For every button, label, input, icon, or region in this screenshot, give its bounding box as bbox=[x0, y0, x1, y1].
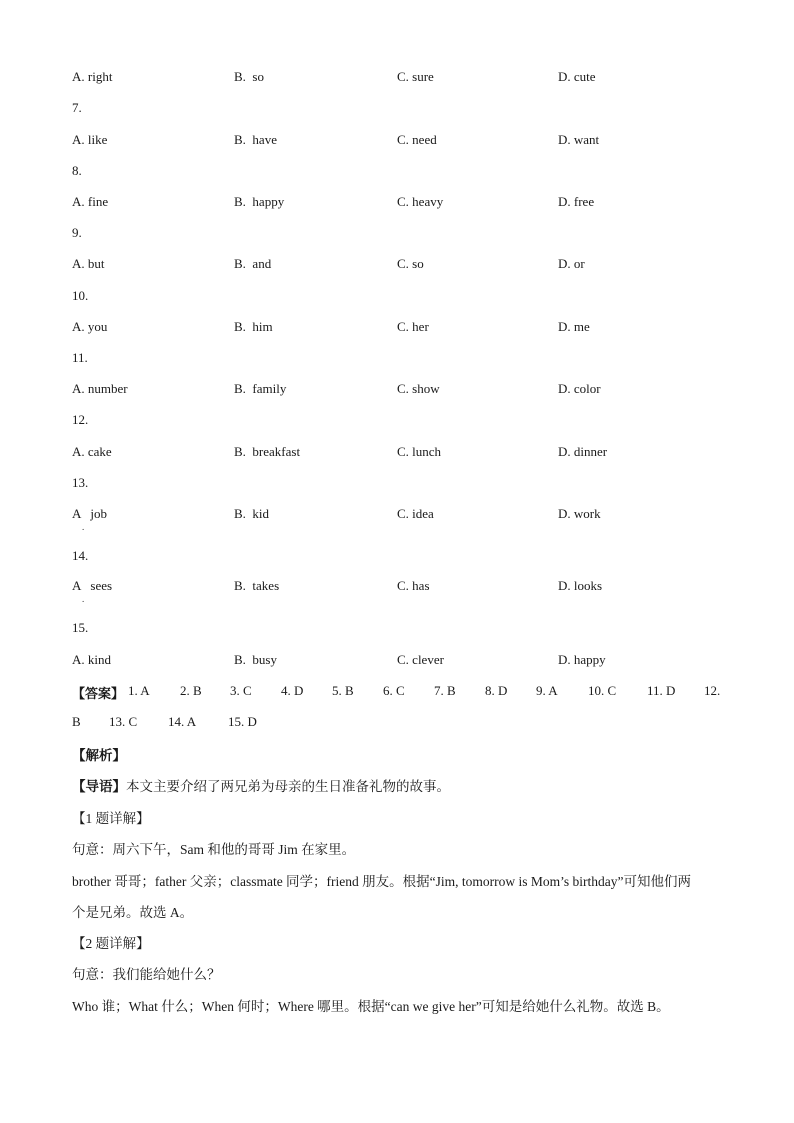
answer-item: 12. bbox=[704, 683, 721, 698]
option-c: C. need bbox=[397, 132, 437, 147]
option-c: C. so bbox=[397, 256, 424, 271]
option-b: B. happy bbox=[234, 194, 285, 209]
option-c: C. sure bbox=[397, 69, 434, 84]
option-b: B. have bbox=[234, 132, 277, 147]
option-c: C. clever bbox=[397, 652, 444, 667]
question-number: 11. bbox=[72, 350, 88, 365]
answer-item: 1. A bbox=[128, 683, 150, 698]
question-number: 8. bbox=[72, 163, 82, 178]
options-row-13 bbox=[0, 506, 794, 526]
question-number: 12. bbox=[72, 412, 89, 427]
q2-explanation: Who 谁；What 什么；When 何时；Where 哪里。根据“can we give her”可知是给她什么礼物。故选 B。 bbox=[72, 999, 670, 1014]
guide-label: 【导语】 bbox=[72, 779, 126, 794]
option-c: C. has bbox=[397, 578, 430, 593]
q1-explanation-line-2: 个是兄弟。故选 A。 bbox=[72, 905, 194, 920]
option-b: B. and bbox=[234, 256, 272, 271]
answer-item: 11. D bbox=[647, 683, 676, 698]
option-d: D. dinner bbox=[558, 444, 608, 459]
answer-item: 10. C bbox=[588, 683, 617, 698]
question-number: 9. bbox=[72, 225, 82, 240]
options-row-8 bbox=[0, 194, 794, 214]
option-b: B. family bbox=[234, 381, 287, 396]
option-b: B. takes bbox=[234, 578, 280, 593]
option-d: D. color bbox=[558, 381, 601, 396]
answer-item: 6. C bbox=[383, 683, 405, 698]
option-c: C. lunch bbox=[397, 444, 442, 459]
option-d: D. me bbox=[558, 319, 590, 334]
q2-meaning: 句意：我们能给她什么？ bbox=[72, 967, 221, 982]
question-number: 13. bbox=[72, 475, 89, 490]
q1-meaning: 句意：周六下午，Sam 和他的哥哥 Jim 在家里。 bbox=[72, 842, 356, 857]
answer-item: 7. B bbox=[434, 683, 456, 698]
answer-item: 13. C bbox=[109, 714, 138, 729]
options-row-11 bbox=[0, 381, 794, 401]
answer-item: 15. D bbox=[228, 714, 257, 729]
option-a: A. right bbox=[72, 69, 113, 84]
options-row-12 bbox=[0, 444, 794, 464]
option-a: A. fine bbox=[72, 194, 109, 209]
option-d: D. happy bbox=[558, 652, 606, 667]
option-a: A. you bbox=[72, 319, 108, 334]
option-d: D. cute bbox=[558, 69, 596, 84]
question-number: 15. bbox=[72, 620, 89, 635]
answer-item: 8. D bbox=[485, 683, 508, 698]
option-a: A sees bbox=[72, 578, 113, 593]
option-a: A. number bbox=[72, 381, 128, 396]
option-d: D. work bbox=[558, 506, 601, 521]
option-b: B. him bbox=[234, 319, 273, 334]
stray-dot-mark: . bbox=[82, 594, 85, 604]
option-d: D. want bbox=[558, 132, 600, 147]
option-b: B. kid bbox=[234, 506, 270, 521]
options-row-14 bbox=[0, 578, 794, 598]
answer-item: 4. D bbox=[281, 683, 304, 698]
answer-label: 【答案】 bbox=[72, 686, 125, 701]
question-number: 14. bbox=[72, 548, 89, 563]
option-a: A. kind bbox=[72, 652, 111, 667]
option-a: A. cake bbox=[72, 444, 112, 459]
stray-dot-mark: . bbox=[82, 522, 85, 532]
option-b: B. busy bbox=[234, 652, 277, 667]
analysis-label: 【解析】 bbox=[72, 748, 126, 763]
answer-item: 14. A bbox=[168, 714, 197, 729]
option-c: C. her bbox=[397, 319, 429, 334]
option-c: C. show bbox=[397, 381, 440, 396]
q1-explanation-line-1: brother 哥哥；father 父亲；classmate 同学；friend 朋友。根据“Jim, tomorrow is Mom’s birthday”可知他们两 bbox=[72, 874, 692, 889]
options-row-7 bbox=[0, 132, 794, 152]
options-row-10 bbox=[0, 319, 794, 339]
options-row-6 bbox=[0, 69, 794, 89]
question-number: 7. bbox=[72, 100, 82, 115]
option-d: D. or bbox=[558, 256, 585, 271]
options-row-9 bbox=[0, 256, 794, 276]
option-d: D. looks bbox=[558, 578, 603, 593]
question-number: 10. bbox=[72, 288, 89, 303]
option-c: C. heavy bbox=[397, 194, 444, 209]
answer-item: 3. C bbox=[230, 683, 252, 698]
option-a: A job bbox=[72, 506, 108, 521]
options-row-15 bbox=[0, 652, 794, 672]
answer-item: 5. B bbox=[332, 683, 354, 698]
option-c: C. idea bbox=[397, 506, 434, 521]
option-b: B. so bbox=[234, 69, 264, 84]
q1-detail-heading: 【1 题详解】 bbox=[72, 811, 150, 826]
option-a: A. like bbox=[72, 132, 108, 147]
guide-text: 本文主要介绍了两兄弟为母亲的生日准备礼物的故事。 bbox=[126, 779, 450, 794]
option-b: B. breakfast bbox=[234, 444, 301, 459]
guide-paragraph bbox=[72, 775, 450, 795]
answer-item: B bbox=[72, 714, 81, 729]
option-a: A. but bbox=[72, 256, 105, 271]
answer-item: 2. B bbox=[180, 683, 202, 698]
option-d: D. free bbox=[558, 194, 595, 209]
q2-detail-heading: 【2 题详解】 bbox=[72, 936, 150, 951]
answer-item: 9. A bbox=[536, 683, 558, 698]
